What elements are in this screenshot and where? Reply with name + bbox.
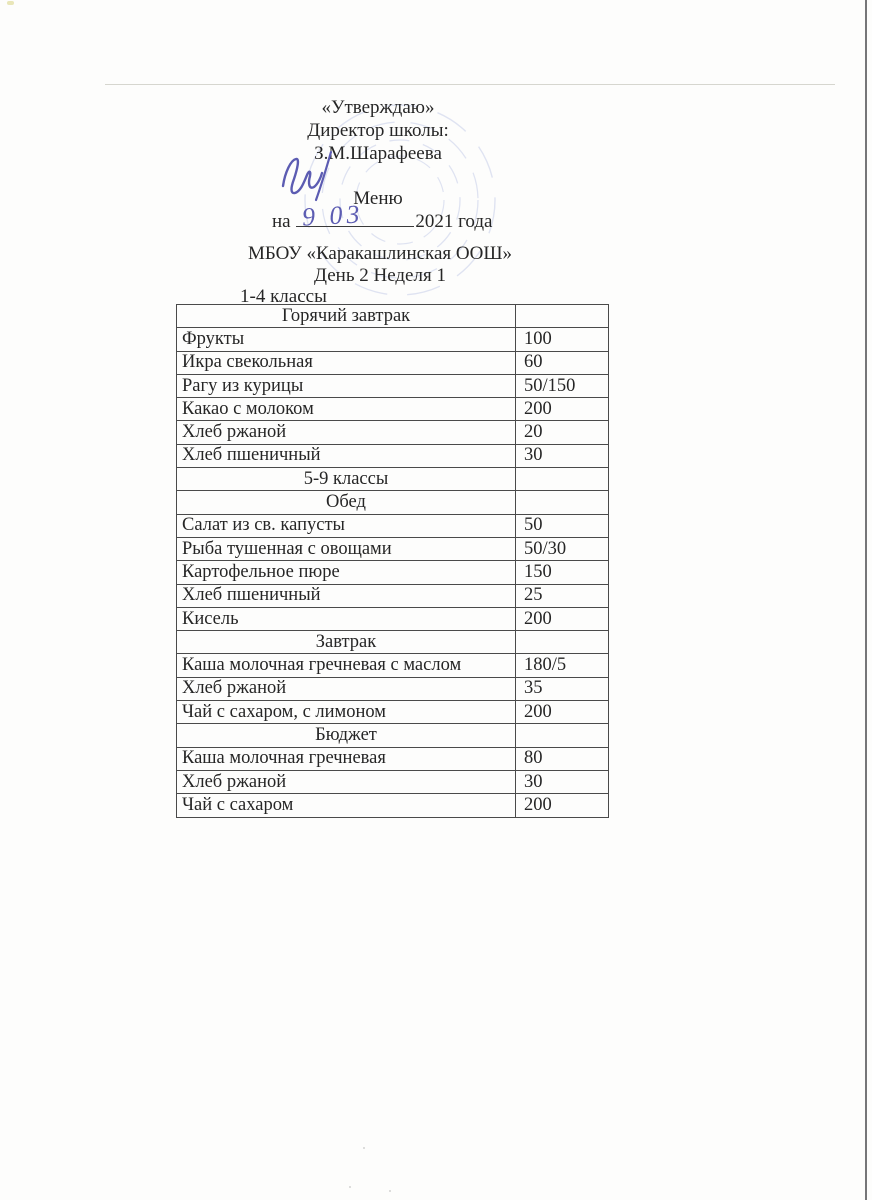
paper-top-edge-line bbox=[105, 84, 835, 85]
dish-amount: 100 bbox=[516, 328, 609, 351]
dish-name: Хлеб ржаной bbox=[177, 677, 516, 700]
dish-name: Каша молочная гречневая с маслом bbox=[177, 654, 516, 677]
grades-label: 1-4 классы bbox=[240, 286, 327, 307]
menu-item-row bbox=[177, 770, 609, 793]
dish-amount: 180/5 bbox=[516, 654, 609, 677]
menu-table-body bbox=[177, 305, 609, 818]
menu-item-row bbox=[177, 654, 609, 677]
dish-name: Рагу из курицы bbox=[177, 374, 516, 397]
day-week-label: День 2 Неделя 1 bbox=[314, 265, 446, 286]
section-row bbox=[177, 468, 609, 491]
menu-item-row bbox=[177, 584, 609, 607]
section-label: Завтрак bbox=[177, 631, 516, 654]
handwritten-date: 9 03 bbox=[301, 199, 365, 232]
dish-name: Чай с сахаром, с лимоном bbox=[177, 701, 516, 724]
dish-name: Салат из св. капусты bbox=[177, 514, 516, 537]
menu-item-row bbox=[177, 374, 609, 397]
dish-amount: 60 bbox=[516, 351, 609, 374]
director-name: З.М.Шарафеева bbox=[314, 143, 442, 164]
dish-name: Кисель bbox=[177, 607, 516, 630]
dish-name: Какао с молоком bbox=[177, 398, 516, 421]
dish-name: Рыба тушенная с овощами bbox=[177, 537, 516, 560]
menu-item-row bbox=[177, 747, 609, 770]
menu-title: Меню bbox=[353, 188, 403, 209]
section-row bbox=[177, 491, 609, 514]
approval-word: «Утверждаю» bbox=[321, 97, 435, 118]
dish-amount: 80 bbox=[516, 747, 609, 770]
date-line bbox=[272, 199, 493, 233]
dish-amount: 20 bbox=[516, 421, 609, 444]
dish-name: Картофельное пюре bbox=[177, 561, 516, 584]
empty-cell bbox=[516, 305, 609, 328]
dish-name: Фрукты bbox=[177, 328, 516, 351]
section-label: Бюджет bbox=[177, 724, 516, 747]
scan-speck bbox=[7, 1, 14, 5]
empty-cell bbox=[516, 491, 609, 514]
menu-item-row bbox=[177, 677, 609, 700]
menu-item-row bbox=[177, 444, 609, 467]
empty-cell bbox=[516, 631, 609, 654]
empty-cell bbox=[516, 468, 609, 491]
section-label: 5-9 классы bbox=[177, 468, 516, 491]
dish-name: Каша молочная гречневая bbox=[177, 747, 516, 770]
signature-scribble-icon bbox=[279, 146, 345, 204]
menu-item-row bbox=[177, 537, 609, 560]
dish-name: Хлеб пшеничный bbox=[177, 444, 516, 467]
approval-block bbox=[178, 96, 578, 165]
menu-item-row bbox=[177, 607, 609, 630]
dish-name: Хлеб ржаной bbox=[177, 421, 516, 444]
section-row bbox=[177, 724, 609, 747]
scanner-edge-shadow bbox=[865, 0, 867, 1200]
dish-name: Икра свекольная bbox=[177, 351, 516, 374]
dish-name: Хлеб пшеничный bbox=[177, 584, 516, 607]
date-suffix: 2021 года bbox=[415, 211, 493, 232]
menu-item-row bbox=[177, 398, 609, 421]
dish-amount: 30 bbox=[516, 444, 609, 467]
dish-amount: 50 bbox=[516, 514, 609, 537]
dish-amount: 200 bbox=[516, 794, 609, 817]
dish-amount: 50/150 bbox=[516, 374, 609, 397]
director-label: Директор школы: bbox=[307, 120, 449, 141]
empty-cell bbox=[516, 724, 609, 747]
menu-item-row bbox=[177, 561, 609, 584]
school-name: МБОУ «Каракашлинская ООШ» bbox=[247, 243, 513, 264]
dish-name: Чай с сахаром bbox=[177, 794, 516, 817]
menu-table bbox=[176, 304, 609, 818]
school-block bbox=[140, 243, 620, 287]
date-prefix: на bbox=[272, 211, 291, 232]
menu-item-row bbox=[177, 421, 609, 444]
date-blank-underline bbox=[296, 199, 414, 232]
menu-item-row bbox=[177, 328, 609, 351]
dish-name: Хлеб ржаной bbox=[177, 770, 516, 793]
dish-amount: 200 bbox=[516, 607, 609, 630]
scan-noise-dot bbox=[349, 1186, 351, 1188]
menu-item-row bbox=[177, 701, 609, 724]
dish-amount: 150 bbox=[516, 561, 609, 584]
dish-amount: 200 bbox=[516, 701, 609, 724]
section-row bbox=[177, 631, 609, 654]
section-row bbox=[177, 305, 609, 328]
menu-item-row bbox=[177, 351, 609, 374]
menu-item-row bbox=[177, 794, 609, 817]
dish-amount: 50/30 bbox=[516, 537, 609, 560]
section-label: Обед bbox=[177, 491, 516, 514]
scan-noise-dot bbox=[389, 1190, 391, 1192]
dish-amount: 35 bbox=[516, 677, 609, 700]
dish-amount: 30 bbox=[516, 770, 609, 793]
dish-amount: 200 bbox=[516, 398, 609, 421]
menu-item-row bbox=[177, 514, 609, 537]
section-label: Горячий завтрак bbox=[177, 305, 516, 328]
dish-amount: 25 bbox=[516, 584, 609, 607]
scan-noise-dot bbox=[363, 1147, 365, 1149]
